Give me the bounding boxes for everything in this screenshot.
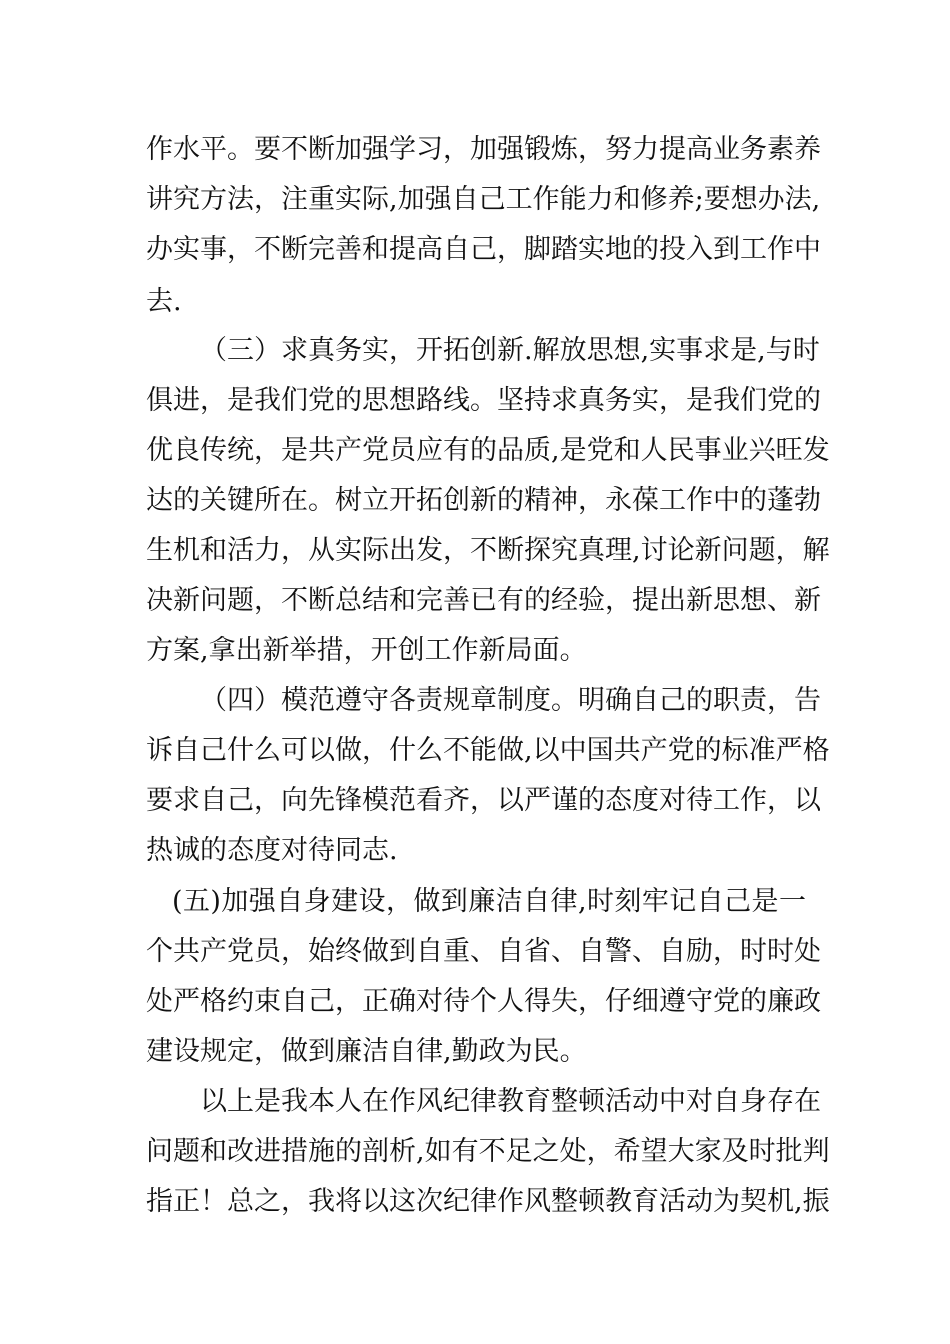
text-line: 方案,拿出新举措，开创工作新局面。 bbox=[146, 635, 587, 666]
text-line: 生机和活力，从实际出发，不断探究真理,讨论新问题，解 bbox=[146, 535, 830, 566]
text-line: 办实事，不断完善和提高自己，脚踏实地的投入到工作中 bbox=[146, 234, 821, 265]
text-line: 讲究方法，注重实际,加强自己工作能力和修养;要想办法, bbox=[146, 184, 821, 215]
text-line: 作水平。要不断加强学习，加强锻炼，努力提高业务素养 bbox=[146, 134, 821, 165]
paragraph-heading-5: (五)加强自身建设，做到廉洁自律,时刻牢记自己是一 bbox=[172, 886, 806, 917]
text-line: 问题和改进措施的剖析,如有不足之处，希望大家及时批判 bbox=[146, 1136, 830, 1167]
text-line: 去. bbox=[146, 286, 182, 317]
text-line: 建设规定，做到廉洁自律,勤政为民。 bbox=[146, 1036, 587, 1067]
text-line: 俱进，是我们党的思想路线。坚持求真务实，是我们党的 bbox=[146, 385, 821, 416]
paragraph-heading-3: （三）求真务实，开拓创新.解放思想,实事求是,与时 bbox=[200, 335, 820, 366]
text-line: 优良传统，是共产党员应有的品质,是党和人民事业兴旺发 bbox=[146, 435, 830, 466]
text-line: 个共产党员，始终做到自重、自省、自警、自励，时时处 bbox=[146, 936, 821, 967]
paragraph-conclusion: 以上是我本人在作风纪律教育整顿活动中对自身存在 bbox=[200, 1086, 821, 1117]
text-line: 处严格约束自己，正确对待个人得失，仔细遵守党的廉政 bbox=[146, 986, 821, 1017]
text-line: 指正！总之，我将以这次纪律作风整顿教育活动为契机,振 bbox=[146, 1186, 830, 1217]
paragraph-heading-4: （四）模范遵守各责规章制度。明确自己的职责，告 bbox=[200, 685, 821, 716]
text-line: 诉自己什么可以做，什么不能做,以中国共产党的标准严格 bbox=[146, 735, 830, 766]
text-line: 要求自己，向先锋模范看齐，以严谨的态度对待工作，以 bbox=[146, 785, 821, 816]
text-line: 热诚的态度对待同志. bbox=[146, 835, 398, 866]
text-line: 决新问题，不断总结和完善已有的经验，提出新思想、新 bbox=[146, 585, 821, 616]
text-line: 达的关键所在。树立开拓创新的精神，永葆工作中的蓬勃 bbox=[146, 485, 821, 516]
